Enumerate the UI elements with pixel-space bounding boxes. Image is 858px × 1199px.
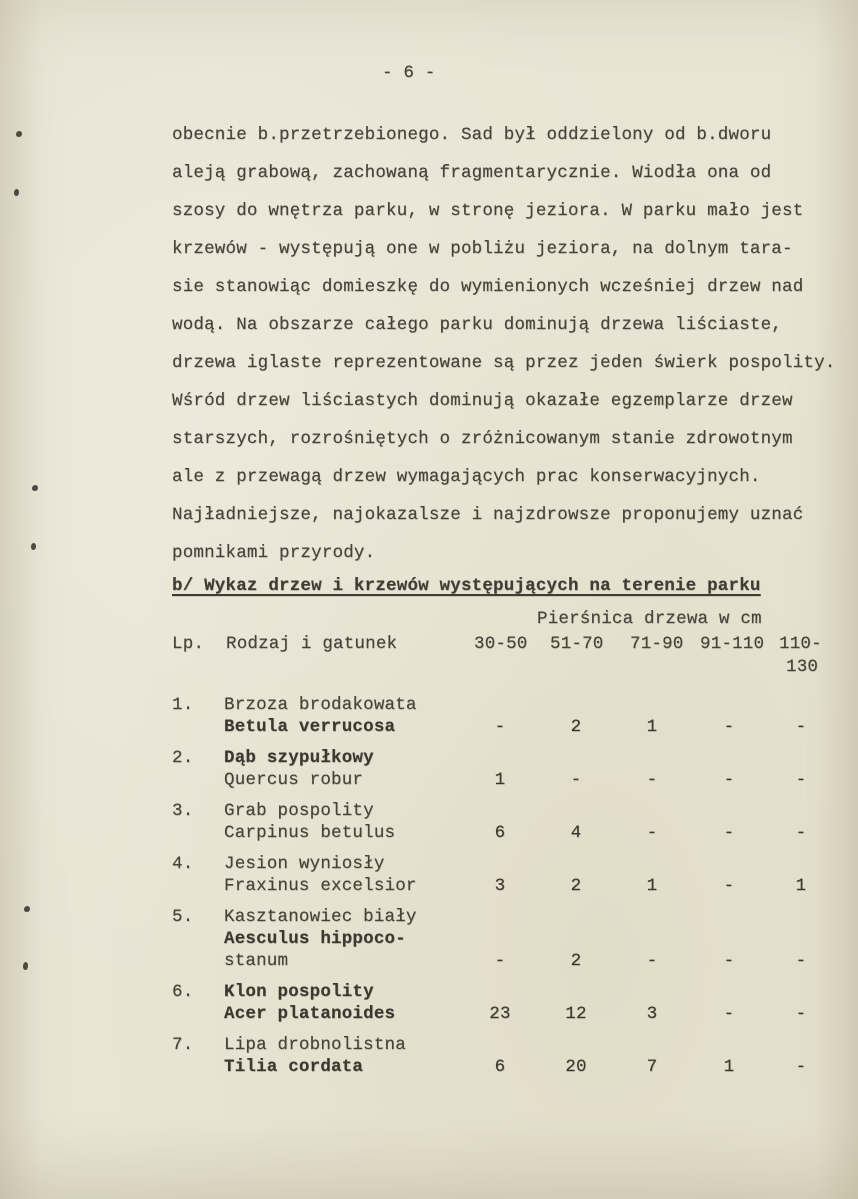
paragraph-line: Wśród drzew liściastych dominują okazałe egzemplarze drzew	[172, 391, 793, 411]
count-110-130: -	[795, 951, 807, 971]
table-row	[172, 747, 842, 791]
count-91-110: -	[723, 770, 735, 790]
count-71-90: -	[646, 823, 658, 843]
table-row	[172, 800, 842, 844]
paragraph-line: aleją grabową, zachowaną fragmentarycznie. Wiodła ona od	[172, 163, 772, 183]
species-common-name: Jesion wyniosły	[224, 854, 385, 874]
species-latin-name: Quercus robur	[224, 770, 364, 790]
body-paragraph	[172, 116, 842, 572]
paragraph-line: sie stanowiąc domieszkę do wymienionych wcześniej drzew nad	[172, 277, 804, 297]
paragraph-line: ale z przewagą drzew wymagających prac konserwacyjnych.	[172, 467, 761, 487]
count-30-50: -	[494, 951, 506, 971]
section-heading: b/ Wykaz drzew i krzewów występujących na terenie parku	[172, 576, 761, 596]
count-91-110: 1	[723, 1057, 735, 1077]
lp-column-header: Lp.	[172, 634, 205, 654]
species-common-name: Kasztanowiec biały	[224, 907, 417, 927]
species-common-name: Dąb szypułkowy	[224, 748, 374, 768]
count-30-50: -	[494, 717, 506, 737]
table-row	[172, 981, 842, 1025]
count-51-70: 2	[570, 717, 582, 737]
diameter-class-header: 91-110	[700, 634, 765, 654]
row-number: 1.	[172, 695, 194, 715]
count-30-50: 6	[494, 823, 506, 843]
paragraph-line: wodą. Na obszarze całego parku dominują drzewa liściaste,	[172, 315, 782, 335]
count-51-70: 2	[570, 951, 582, 971]
ink-speck	[23, 962, 28, 970]
count-51-70: 12	[565, 1004, 587, 1024]
count-91-110: -	[723, 1004, 735, 1024]
count-71-90: 1	[646, 717, 658, 737]
count-91-110: -	[723, 951, 735, 971]
table-header	[172, 608, 842, 688]
species-common-name: Lipa drobnolistna	[224, 1035, 406, 1055]
species-common-name: Grab pospolity	[224, 801, 374, 821]
row-number: 2.	[172, 748, 194, 768]
diameter-class-header: 71-90	[630, 634, 684, 654]
count-91-110: -	[723, 717, 735, 737]
row-number: 5.	[172, 907, 194, 927]
table-row	[172, 853, 842, 897]
species-latin-name-continued: stanum	[224, 951, 289, 971]
paragraph-line: Najładniejsze, najokazalsze i najzdrowsze proponujemy uznać	[172, 505, 804, 525]
count-110-130: -	[795, 1004, 807, 1024]
count-30-50: 3	[494, 876, 506, 896]
species-latin-name: Aesculus hippoco-	[224, 929, 406, 949]
count-110-130: -	[795, 1057, 807, 1077]
count-71-90: 3	[646, 1004, 658, 1024]
table-row	[172, 694, 842, 738]
diameter-class-header: 30-50	[474, 634, 528, 654]
paragraph-line: pomnikami przyrody.	[172, 543, 376, 563]
paragraph-line: obecnie b.przetrzebionego. Sad był oddzielony od b.dworu	[172, 125, 772, 145]
row-number: 4.	[172, 854, 194, 874]
count-91-110: -	[723, 823, 735, 843]
species-latin-name: Betula verrucosa	[224, 717, 396, 737]
row-number: 6.	[172, 982, 194, 1002]
paragraph-line: starszych, rozrośniętych o zróżnicowanym stanie zdrowotnym	[172, 429, 793, 449]
count-71-90: 7	[646, 1057, 658, 1077]
page-number: - 6 -	[382, 63, 436, 83]
table-rows	[172, 694, 842, 1087]
diameter-title: Pierśnica drzewa w cm	[537, 609, 762, 629]
count-30-50: 6	[494, 1057, 506, 1077]
count-71-90: -	[646, 770, 658, 790]
diameter-class-header: 51-70	[550, 634, 604, 654]
row-number: 3.	[172, 801, 194, 821]
diameter-class-header: 110-	[779, 634, 822, 654]
species-common-name: Klon pospolity	[224, 982, 374, 1002]
count-91-110: -	[723, 876, 735, 896]
count-51-70: 4	[570, 823, 582, 843]
count-30-50: 23	[489, 1004, 511, 1024]
species-common-name: Brzoza brodakowata	[224, 695, 417, 715]
count-71-90: -	[646, 951, 658, 971]
ink-speck	[16, 131, 22, 137]
species-latin-name: Tilia cordata	[224, 1057, 364, 1077]
count-110-130: 1	[795, 876, 807, 896]
count-110-130: -	[795, 717, 807, 737]
species-latin-name: Fraxinus excelsior	[224, 876, 417, 896]
table-row	[172, 1034, 842, 1078]
paragraph-line: krzewów - występują one w pobliżu jeziora, na dolnym tara-	[172, 239, 793, 259]
count-51-70: 20	[565, 1057, 587, 1077]
table-row	[172, 906, 842, 972]
species-latin-name: Carpinus betulus	[224, 823, 396, 843]
ink-speck	[32, 485, 38, 491]
count-30-50: 1	[494, 770, 506, 790]
ink-speck	[24, 906, 30, 912]
count-110-130: -	[795, 823, 807, 843]
count-110-130: -	[795, 770, 807, 790]
paragraph-line: szosy do wnętrza parku, w stronę jeziora. W parku mało jest	[172, 201, 804, 221]
ink-speck	[14, 189, 19, 196]
row-number: 7.	[172, 1035, 194, 1055]
count-51-70: 2	[570, 876, 582, 896]
count-71-90: 1	[646, 876, 658, 896]
count-51-70: -	[570, 770, 582, 790]
paragraph-line: drzewa iglaste reprezentowane są przez jeden świerk pospolity.	[172, 353, 836, 373]
species-column-header: Rodzaj i gatunek	[226, 634, 398, 654]
ink-speck	[31, 543, 36, 550]
diameter-class-header: 130	[786, 657, 819, 677]
species-latin-name: Acer platanoides	[224, 1004, 396, 1024]
